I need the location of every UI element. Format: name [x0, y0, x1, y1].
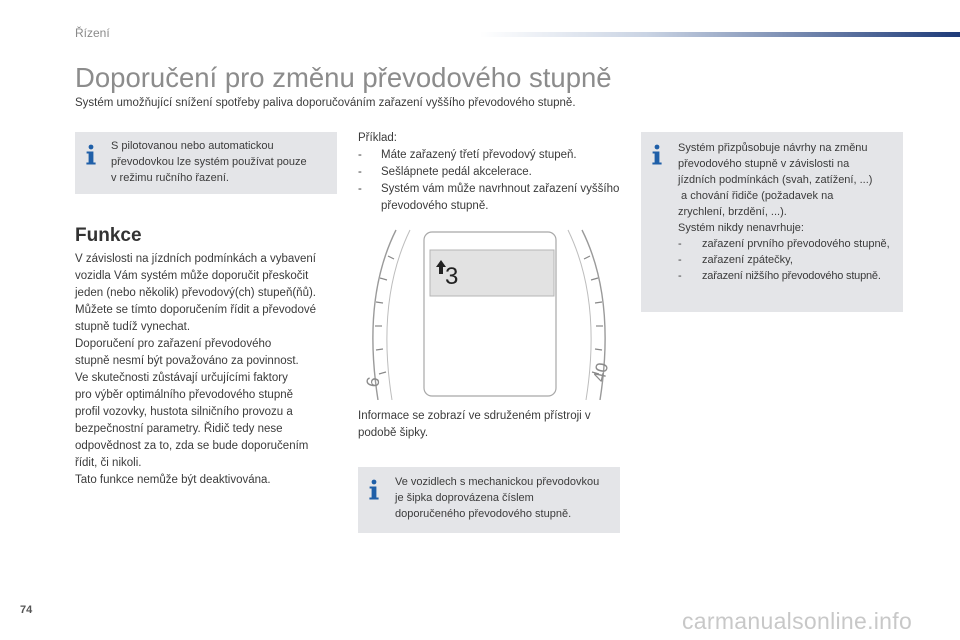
- list-item: [678, 268, 900, 284]
- info-line: Ve vozidlech s mechanickou převodovkou: [395, 476, 600, 488]
- page-subtitle: Systém umožňující snížení spotřeby paliva doporučováním zařazení vyššího převodového stupně.: [75, 97, 576, 109]
- info-line: je šipka doprovázena číslem: [395, 492, 534, 504]
- example-label: Příklad:: [358, 132, 397, 144]
- example-block: [358, 130, 628, 215]
- body-line: Ve skutečnosti zůstávají určujícími faktory: [75, 372, 288, 384]
- info-line: zrychlení, brzdění, ...).: [678, 206, 787, 218]
- info-line: v režimu ručního řazení.: [111, 172, 229, 184]
- header-bar: [480, 32, 960, 37]
- info-box-text: [395, 474, 617, 522]
- info-line: převodovkou lze systém používat pouze: [111, 156, 307, 168]
- section-label: Řízení: [75, 26, 110, 40]
- instrument-cluster-drawing: [358, 228, 620, 400]
- body-line: stupně tudíž vynechat.: [75, 321, 191, 333]
- list-item: [678, 252, 900, 268]
- body-line: Můžete se tímto doporučením řídit a převodové: [75, 304, 316, 316]
- list-item-text: zařazení zpátečky,: [702, 254, 793, 266]
- never-suggests-list: [678, 236, 900, 284]
- info-line: Systém přizpůsobuje návrhy na změnu: [678, 142, 868, 154]
- info-box-manual-gearbox: [358, 467, 620, 533]
- watermark: carmanualsonline.info: [682, 608, 913, 634]
- example-item: [358, 164, 628, 181]
- gauge-left-number: 6: [362, 375, 384, 389]
- example-item-text: Máte zařazený třetí převodový stupeň.: [381, 149, 577, 161]
- body-line: odpovědnost za to, zda se bude doporučením: [75, 440, 309, 452]
- info-box-text: [678, 140, 900, 284]
- info-line: převodového stupně v závislosti na: [678, 158, 850, 170]
- body-line: Doporučení pro zařazení převodového: [75, 338, 272, 350]
- body-line: bezpečnostní parametry. Řidič tedy nese: [75, 423, 283, 435]
- page-number: 74: [20, 604, 33, 616]
- info-box-automatic-gearbox: [75, 132, 337, 194]
- list-item: [678, 236, 900, 252]
- example-item: [358, 147, 628, 164]
- list-dash: -: [678, 254, 682, 266]
- info-line: Systém nikdy nenavrhuje:: [678, 222, 804, 234]
- info-line: doporučeného převodového stupně.: [395, 508, 572, 520]
- example-item: [358, 181, 628, 215]
- section-heading-funkce: Funkce: [75, 225, 142, 246]
- example-item-text: Systém vám může navrhnout zařazení vyššího převodového stupně.: [381, 183, 620, 212]
- example-list: [358, 147, 628, 215]
- body-line: řídit, či nikoli.: [75, 457, 142, 469]
- instrument-cluster-image: [358, 228, 620, 400]
- info-icon: [84, 144, 98, 166]
- cluster-caption: Informace se zobrazí ve sdruženém přístroji v podobě šipky.: [358, 410, 591, 439]
- list-dash: -: [358, 166, 362, 178]
- info-icon: [367, 479, 381, 501]
- body-line: Tato funkce nemůže být deaktivována.: [75, 474, 271, 486]
- body-line: stupně nesmí být považováno za povinnost.: [75, 355, 299, 367]
- body-line: vozidla Vám systém může doporučit přeskočit: [75, 270, 309, 282]
- body-line: jeden (nebo několik) převodový(ch) stupeň(ňů).: [75, 287, 316, 299]
- list-dash: -: [678, 238, 682, 250]
- funkce-body: [75, 251, 343, 489]
- list-dash: -: [358, 183, 362, 195]
- body-line: pro výběr optimálního převodového stupně: [75, 389, 294, 401]
- list-item-text: zařazení prvního převodového stupně,: [702, 238, 890, 250]
- list-item-text: zařazení nižšího převodového stupně.: [702, 270, 881, 282]
- list-dash: -: [678, 270, 682, 282]
- gauge-right-number: 40: [589, 361, 613, 384]
- page-title: Doporučení pro změnu převodového stupně: [75, 62, 612, 93]
- info-line: jízdních podmínkách (svah, zatížení, ...): [678, 174, 873, 186]
- list-dash: -: [358, 149, 362, 161]
- body-line: V závislosti na jízdních podmínkách a vybavení: [75, 253, 316, 265]
- gear-digit: 3: [445, 263, 459, 290]
- body-line: profil vozovky, hustota silničního provozu a: [75, 406, 293, 418]
- info-box-system-adaptation: [641, 132, 903, 312]
- info-box-text: [111, 138, 333, 186]
- info-icon: [650, 144, 664, 166]
- info-line: S pilotovanou nebo automatickou: [111, 140, 274, 152]
- info-line: a chování řidiče (požadavek na: [678, 190, 834, 202]
- example-item-text: Sešlápnete pedál akcelerace.: [381, 166, 532, 178]
